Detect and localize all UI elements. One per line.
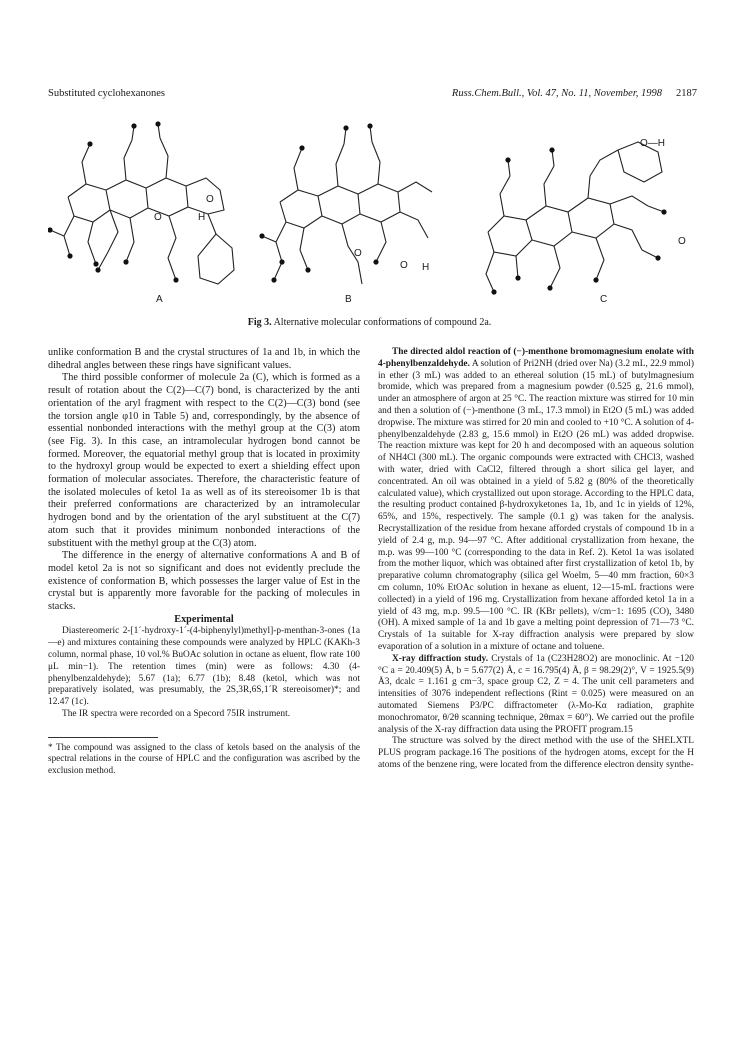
right-column (378, 347, 694, 772)
paragraph-text: A solution of Pri2NH (dried over Na) (3.2 mL, 22.9 mmol) in ether (3 mL) was added to an ethereal solution (15 mL) of butylmagnesium bromide, which was prepared from a magnesium powder (0.525 g, 21.6 mmol), under an atmosphere of argon at 25 °C. The reaction mixture was stirred for 10 min and then a solution of (−)-menthone (3 mL, 17.3 mmol) in Et2O (5 mL) was added dropwise. The mixture was stirred for 20 min and cooled to +10 °C. A solution of 4-phenylbenzaldehyde (2.83 g, 15.6 mmol) in Et2O (26 mL) was added dropwise. The reaction mixture was kept for 20 h and decomposed with an aqueous solution of NH4Cl (300 mL). The organic compounds were extracted with CHCl3, washed with water, dried with CaCl2, filtered through a short silica gel layer, and concentrated. An oil was obtained in a yield of 5.82 g (80% of the theoretically calculated value), which crystallized out upon storage. According to the HPLC data, the resulting product contained β-hydroxyketones 1a, 1b, and 1c in yields of 12%, 65%, and 15%, respectively. The sample (0.1 g) was taken for the analysis. Recrystallization of the residue from hexane afforded crystals of compound 1b in a yield of 2.4 g, m.p. 94—97 °C. After additional crystallization from hexane, the m.p. was 99—100 °C (corresponding to the data in Ref. 2). Ketol 1a was isolated from the mother liquor, which was obtained after first crystallization of ketol 1b, by preparative column chromatography (silica gel Woelm, 5—40 mm fraction, 60×3 cm column, 10% EtOAc solution in hexane as eluent, 12—15-mL fractions were collected) in a yield of 196 mg. Crystallization from hexane afforded ketol 1a in a yield of 43 mg, m.p. 99.5—100 °C. IR (KBr pellets), ν/cm−1: 1695 (CO), 3480 (OH). A mixed sample of 1a and 1b gave a melting point depression of 71—73 °C. Crystals of 1a suitable for X-ray diffraction analysis were prepared by slow evaporation of a solution in a mixture of octane and toluene. (378, 358, 694, 652)
atom-label-h-b: H (422, 262, 430, 273)
page-number: 2187 (676, 88, 697, 99)
paragraph (378, 347, 694, 654)
runin-heading: X-ray diffraction study. (392, 653, 489, 664)
section-heading: Experimental (174, 613, 234, 625)
paragraph: The third possible conformer of molecule 2a (C), which is formed as a result of rotation about the C(2)—C(7) bond, is characterized by the anti orientation of the aryl fragment with respect to the C(2)—C(3) bond (see the torsion angle φ10 in Table 5) and, correspondingly, by the absence of essential nonbonded interactions with the methyl group at the C(3) atom (see Fig. 3). In this case, an intramolecular hydrogen bond cannot be formed. Moreover, the equatorial methyl group that is located in proximity to the hydroxyl group would be expected to exert a shielding effect upon formation of molecular associates. Therefore, the characteristic feature of the isolated molecules of ketol 1a as well as of its stereoisomer 1b is that their preferred conformations are characterized by an intramolecular hydrogen bond and by the orientation of the aryl substituent at the C(7) atom such that it provides minimum nonbonded interactions of the substituent with the methyl group at the C(3) atom. (48, 372, 360, 549)
paragraph: The structure was solved by the direct method with the use of the SHELXTL PLUS program package.16 The positions of the hydrogen atoms, except for the H atoms of the benzene ring, were located from the difference electron density synthe- (378, 736, 694, 770)
caption-number: Fig 3. (247, 317, 272, 328)
atom-label-o2-a: O (206, 194, 214, 205)
atom-label-o-c: O (678, 236, 686, 247)
running-header (48, 88, 697, 104)
journal-citation (452, 88, 697, 99)
running-title: Substituted cyclohexanones (48, 88, 165, 99)
panel-label-b: B (345, 294, 352, 305)
paragraph: Diastereomeric 2-[1´-hydroxy-1´-(4-biphenylyl)methyl]-p-menthan-3-ones (1a—e) and mixtures containing these compounds were analyzed by HPLC (KAKh-3 column, normal phase, 10 vol.% BuOAc solution in octane as eluent, flow rate 100 μL min−1). The retention times (min) were as follows: 4.30 (4-phenylbenzaldehyde); 5.67 (1a); 6.77 (1b); 8.48 (ketol, which was not preparatively isolated, was presumably, the 2S,3R,6S,1´R stereoisomer)*; and 12.47 (1c). (48, 626, 360, 708)
molecule-c (486, 142, 664, 292)
atom-label-o-a: O (154, 212, 162, 223)
paragraph: The IR spectra were recorded on a Specord 75IR instrument. (62, 709, 291, 720)
panel-label-c: C (600, 294, 608, 305)
footnote: * The compound was assigned to the class of ketols based on the analysis of the spectral relations in the course of HPLC and the configuration was ascribed by the exclusion method. (48, 741, 360, 775)
paragraph: The difference in the energy of alternative conformations A and B of model ketol 2a is not so significant and does not evidently preclude the existence of conformation B, which possesses the larger value of Est in the crystal but is apparently more favorable for the packing of molecules in stacks. (48, 550, 360, 613)
atom-label-o-b: O (400, 260, 408, 271)
paragraph: unlike conformation B and the crystal structures of 1a and 1b, in which the dihedral angles between these rings have significant values. (48, 347, 360, 371)
paragraph-text: Crystals of 1a (C23H28O2) are monoclinic. At −120 °C a = 20.409(5) Å, b = 5.677(2) Å, c = 16.795(4) Å, β = 98.29(2)°, V = 1925.5(9) Å3, dcalc = 1.161 g cm−3, space group C2, Z = 4. The unit cell parameters and intensities of 3076 independent reflections (Rint = 0.025) were measured on an automated Siemens P3/PC diffractometer (λ-Mo-Kα radiation, graphite monochromator, θ/2θ scanning technique, 2θmax = 60°). We carried out the profile analysis of the X-ray diffraction data using the PROFIT program.15 (378, 653, 694, 735)
atom-label-h-a: H (198, 212, 206, 223)
panel-label-a: A (156, 294, 163, 305)
atom-label-o2-b: O (354, 248, 362, 259)
runin-heading: The directed aldol reaction of (−)-menthone bromomagnesium enolate with 4-phenylbenzaldehyde. (378, 347, 694, 369)
left-column (48, 347, 360, 776)
figure-3 (48, 112, 698, 312)
caption-text: Alternative molecular conformations of compound 2a. (273, 317, 492, 328)
paragraph (378, 654, 694, 737)
footnote-divider (48, 737, 158, 738)
figure-caption (0, 317, 739, 328)
molecular-structures-drawing (48, 112, 698, 312)
atom-label-oh-c: O—H (640, 138, 665, 149)
journal-info: Russ.Chem.Bull., Vol. 47, No. 11, November, 1998 (451, 88, 662, 99)
